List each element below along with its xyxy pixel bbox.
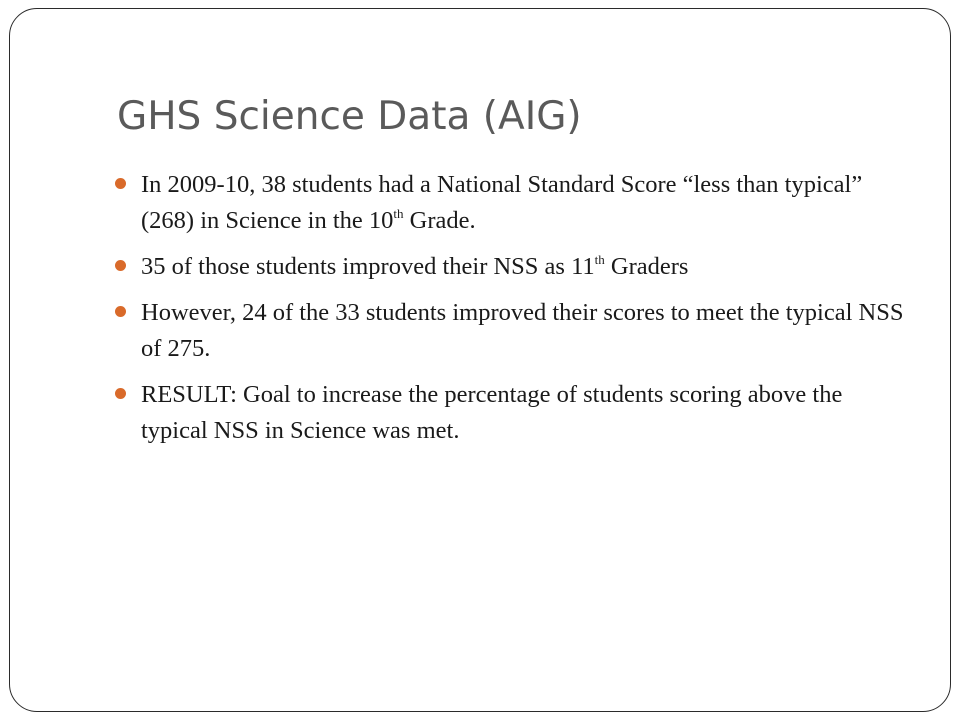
bullet-dot-icon — [115, 388, 126, 399]
bullet-item — [115, 167, 915, 239]
bullet-list — [115, 167, 915, 459]
slide-title: GHS Science Data (AIG) — [117, 94, 582, 139]
bullet-item — [115, 249, 915, 285]
superscript: th — [393, 206, 404, 221]
bullet-text: Graders — [604, 253, 689, 280]
bullet-text: 35 of those students improved their NSS as 11 — [141, 253, 595, 280]
bullet-dot-icon — [115, 306, 126, 317]
bullet-dot-icon — [115, 178, 126, 189]
superscript: th — [594, 252, 605, 267]
bullet-item — [115, 377, 915, 449]
bullet-dot-icon — [115, 260, 126, 271]
bullet-item — [115, 295, 915, 367]
bullet-text: In 2009-10, 38 students had a National Standard Score “less than typical” (268) in Science in the 10 — [141, 171, 863, 234]
bullet-text: Grade. — [403, 207, 476, 234]
bullet-text: RESULT: Goal to increase the percentage of students scoring above the typical NSS in Science was met. — [141, 381, 843, 444]
bullet-text: However, 24 of the 33 students improved their scores to meet the typical NSS of 275. — [141, 299, 904, 362]
slide-frame — [9, 8, 951, 712]
